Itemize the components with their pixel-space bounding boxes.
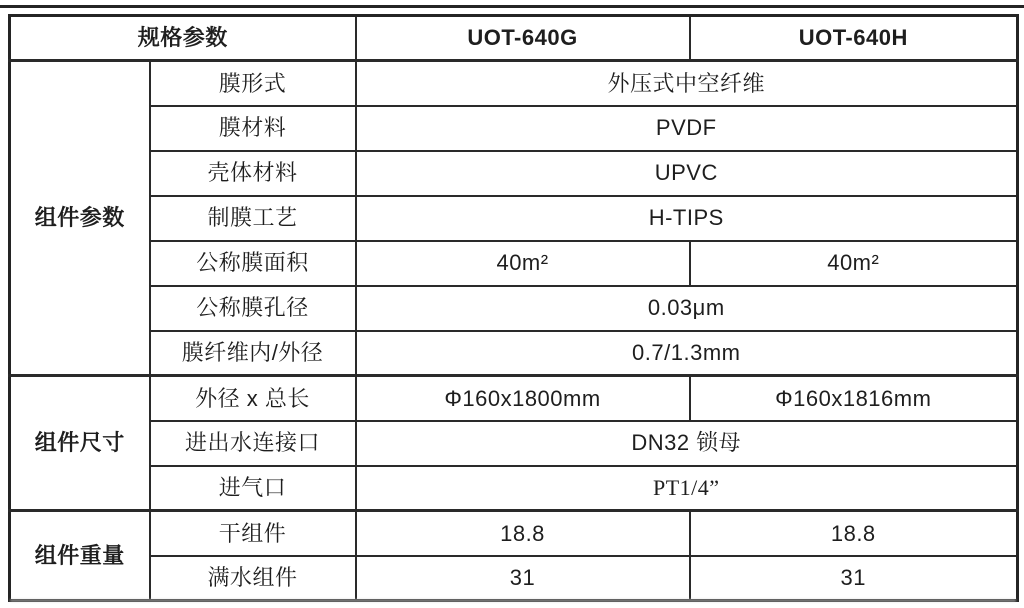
row-water-connection: [10, 421, 1018, 466]
param-label-od-x-length: 外径 x 总长: [150, 376, 356, 421]
row-od-x-length: [10, 376, 1018, 421]
row-nominal-pore-size: [10, 286, 1018, 331]
param-label-nominal-membrane-area: 公称膜面积: [150, 241, 356, 286]
value-housing-material: UPVC: [356, 151, 1018, 196]
top-rule-divider: [0, 5, 1024, 8]
row-housing-material: [10, 151, 1018, 196]
row-nominal-membrane-area: [10, 241, 1018, 286]
param-label-membrane-form: 膜形式: [150, 61, 356, 106]
param-label-membrane-material: 膜材料: [150, 106, 356, 151]
group-label-module-weight: 组件重量: [10, 511, 150, 601]
value-water-filled-module-weight-h: 31: [690, 556, 1018, 601]
param-label-fiber-inner-outer-diameter: 膜纤维内/外径: [150, 331, 356, 376]
row-membrane-process: [10, 196, 1018, 241]
row-fiber-inner-outer-diameter: [10, 331, 1018, 376]
scan-shadow: [10, 599, 1016, 602]
value-membrane-material: PVDF: [356, 106, 1018, 151]
row-air-inlet: [10, 466, 1018, 511]
row-water-filled-module-weight: [10, 556, 1018, 601]
value-dry-module-weight-g: 18.8: [356, 511, 690, 556]
value-air-inlet: PT1/4”: [356, 466, 1018, 511]
value-nominal-membrane-area-h: 40m²: [690, 241, 1018, 286]
value-nominal-membrane-area-g: 40m²: [356, 241, 690, 286]
header-spec-label: 规格参数: [10, 16, 356, 61]
value-membrane-form: 外压式中空纤维: [356, 61, 1018, 106]
param-label-dry-module: 干组件: [150, 511, 356, 556]
param-label-nominal-pore-size: 公称膜孔径: [150, 286, 356, 331]
value-nominal-pore-size: 0.03μm: [356, 286, 1018, 331]
spec-table: [8, 14, 1019, 602]
group-label-module-params: 组件参数: [10, 61, 150, 376]
header-model-uot-640h: UOT-640H: [690, 16, 1018, 61]
row-membrane-material: [10, 106, 1018, 151]
param-label-housing-material: 壳体材料: [150, 151, 356, 196]
value-water-connection: DN32 锁母: [356, 421, 1018, 466]
param-label-air-inlet: 进气口: [150, 466, 356, 511]
header-model-uot-640g: UOT-640G: [356, 16, 690, 61]
value-membrane-process: H-TIPS: [356, 196, 1018, 241]
header-row: [10, 16, 1018, 61]
value-dry-module-weight-h: 18.8: [690, 511, 1018, 556]
group-label-module-dimensions: 组件尺寸: [10, 376, 150, 511]
param-label-membrane-process: 制膜工艺: [150, 196, 356, 241]
value-od-x-length-h: Φ160x1816mm: [690, 376, 1018, 421]
row-dry-module-weight: [10, 511, 1018, 556]
value-od-x-length-g: Φ160x1800mm: [356, 376, 690, 421]
value-water-filled-module-weight-g: 31: [356, 556, 690, 601]
param-label-water-filled-module: 满水组件: [150, 556, 356, 601]
row-membrane-form: [10, 61, 1018, 106]
value-fiber-inner-outer-diameter: 0.7/1.3mm: [356, 331, 1018, 376]
param-label-water-connection: 进出水连接口: [150, 421, 356, 466]
